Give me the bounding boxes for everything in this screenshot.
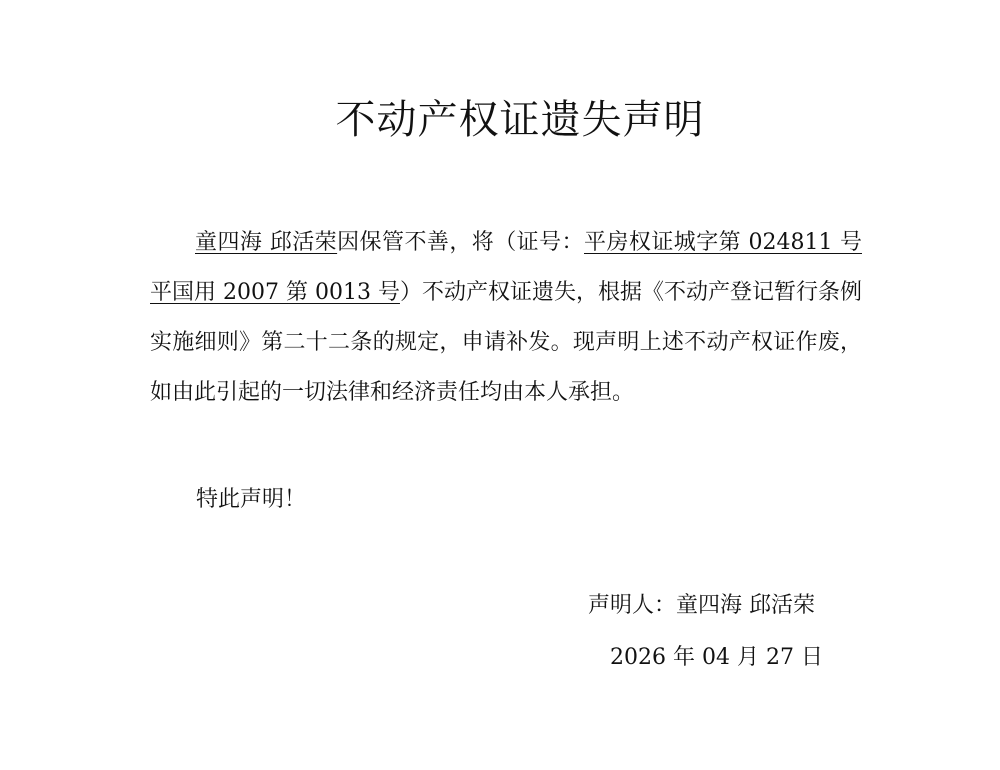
closing-statement: 特此声明！ [196, 487, 307, 512]
declarant-signature: 声明人：童四海 邱活荣 [588, 593, 815, 618]
declaration-rest-text: ）不动产权证遗失，根据《不动产登记暂行条例实施细则》第二十二条的规定，申请补发。现声明上述不动产权证作废，如由此引起的一切法律和经济责任均由本人承担。 [150, 280, 862, 405]
certificate-number: 平房权证城字第 024811 号平国用 2007 第 0013 号 [150, 230, 862, 305]
declaration-date: 2026 年 04 月 27 日 [610, 645, 823, 670]
reason-text: 因保管不善，将（证号： [337, 230, 584, 255]
owner-names: 童四海 邱活荣 [195, 230, 338, 255]
document-title: 不动产权证遗失声明 [335, 97, 705, 143]
declaration-body [150, 218, 862, 418]
